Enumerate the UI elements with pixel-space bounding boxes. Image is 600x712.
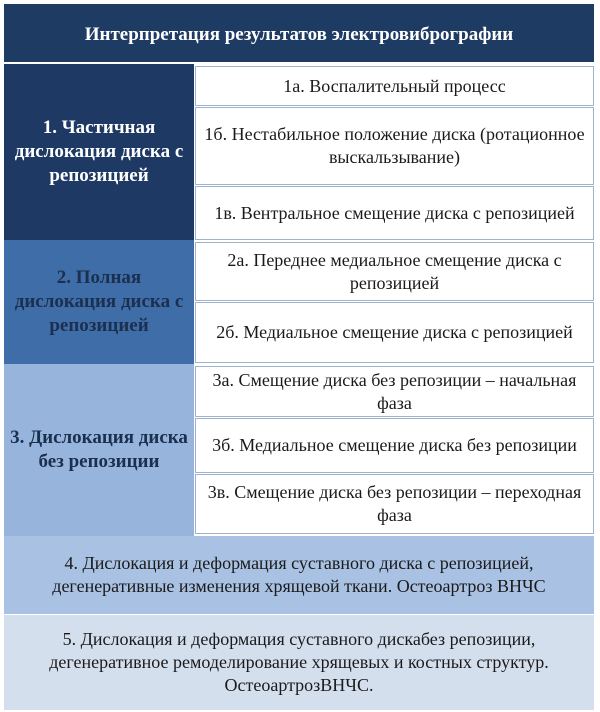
item-3v: 3в. Смещение диска без репозиции – переходная фаза — [195, 474, 594, 534]
item-2b: 2б. Медиальное смещение диска с репозицией — [195, 302, 594, 363]
item-1b: 1б. Нестабильное положение диска (ротационное выскальзывание) — [195, 107, 594, 185]
item-1a: 1а. Воспалительный процесс — [195, 66, 594, 106]
item-2a: 2а. Переднее медиальное смещение диска с репозицией — [195, 242, 594, 301]
item-3a: 3а. Смещение диска без репозиции – начальная фаза — [195, 366, 594, 417]
group-3-label: 3. Дислокация диска без репозиции — [4, 364, 194, 536]
row-5: 5. Дислокация и деформация суставного дискабез репозиции, дегенеративное ремоделирование хрящевых и костных структур. ОстеоартрозВНЧС. — [4, 615, 594, 710]
item-1v: 1в. Вентральное смещение диска с репозицией — [195, 186, 594, 240]
item-3b: 3б. Медиальное смещение диска без репозиции — [195, 418, 594, 473]
group-2-label: 2. Полная дислокация диска с репозицией — [4, 240, 194, 364]
group-1-label: 1. Частичная дислокация диска с репозицией — [4, 64, 194, 240]
table-title: Интерпретация результатов электровибрографии — [84, 23, 514, 45]
table-header — [4, 4, 594, 62]
row-4: 4. Дислокация и деформация суставного диска с репозицией, дегенеративные изменения хрящевой ткани. Остеоартроз ВНЧС — [4, 536, 594, 614]
